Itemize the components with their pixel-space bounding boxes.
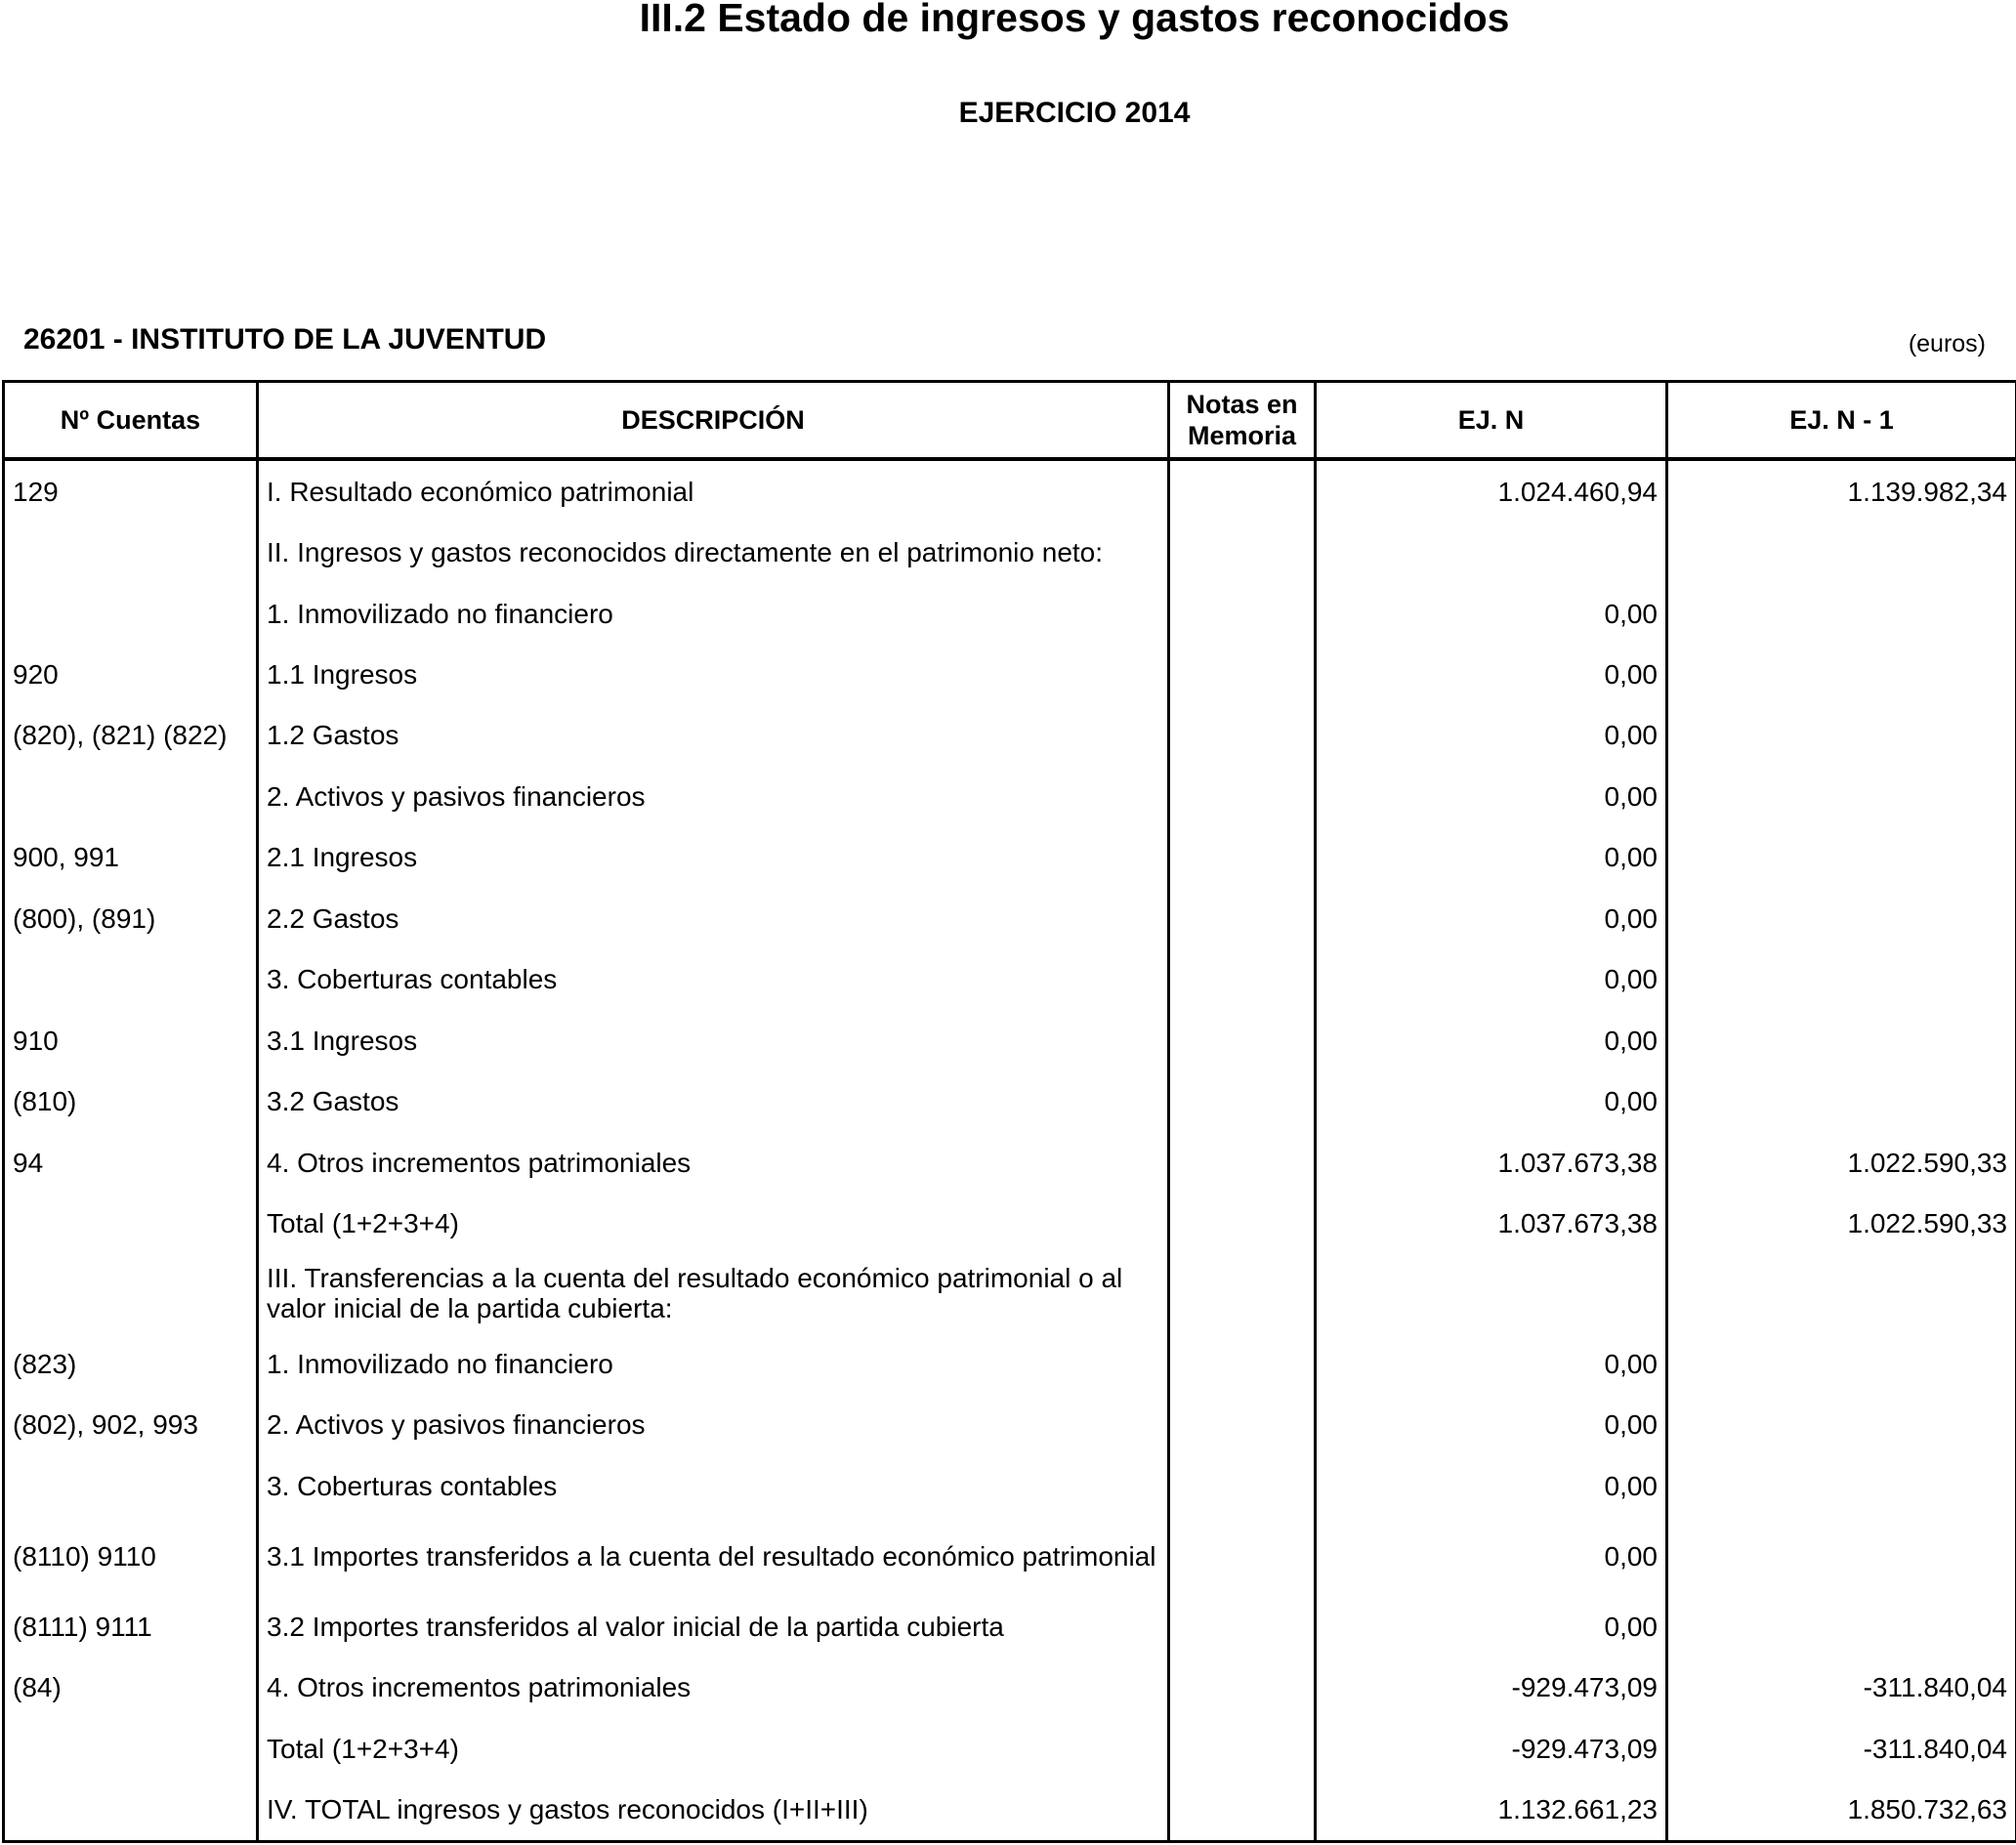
description-cell: 3.2 Importes transferidos al valor inicial de la partida cubierta — [258, 1596, 1169, 1656]
description-cell: 1.1 Ingresos — [258, 644, 1169, 704]
ej-n-cell: 0,00 — [1316, 888, 1667, 948]
cuenta-cell: 910 — [4, 1010, 258, 1070]
table-row — [4, 1070, 2016, 1131]
description-cell: 2. Activos y pasivos financieros — [258, 1395, 1169, 1455]
notas-cell — [1169, 1455, 1316, 1516]
description-cell: 2.1 Ingresos — [258, 827, 1169, 888]
cuenta-cell — [4, 1718, 258, 1779]
notas-cell — [1169, 1010, 1316, 1070]
ej-n1-cell — [1667, 1455, 2016, 1516]
ej-n-cell — [1316, 522, 1667, 582]
description-cell: Total (1+2+3+4) — [258, 1193, 1169, 1253]
table-row — [4, 583, 2016, 644]
cuenta-cell: (8111) 9111 — [4, 1596, 258, 1656]
table-row — [4, 888, 2016, 948]
description-cell: 3.2 Gastos — [258, 1070, 1169, 1131]
description-cell: 3. Coberturas contables — [258, 1455, 1169, 1516]
ej-n1-cell — [1667, 1333, 2016, 1394]
ej-n1-cell: -311.840,04 — [1667, 1657, 2016, 1718]
cuenta-cell — [4, 1779, 258, 1841]
ej-n1-cell — [1667, 949, 2016, 1010]
ej-n-cell: 1.132.661,23 — [1316, 1779, 1667, 1841]
description-cell: 3.1 Importes transferidos a la cuenta del resultado económico patrimonial — [258, 1517, 1169, 1597]
header-ej-n1: EJ. N - 1 — [1667, 382, 2016, 460]
ej-n1-cell: 1.139.982,34 — [1667, 459, 2016, 522]
notas-cell — [1169, 766, 1316, 826]
table-row — [4, 459, 2016, 522]
ej-n1-cell — [1667, 827, 2016, 888]
cuenta-cell: (800), (891) — [4, 888, 258, 948]
table-row — [4, 949, 2016, 1010]
report-title: III.2 Estado de ingresos y gastos reconocidos — [639, 0, 1510, 40]
notas-cell — [1169, 1070, 1316, 1131]
ej-n1-cell: 1.850.732,63 — [1667, 1779, 2016, 1841]
table-row — [4, 827, 2016, 888]
ej-n-cell: 0,00 — [1316, 949, 1667, 1010]
ej-n1-cell — [1667, 766, 2016, 826]
cuenta-cell: (84) — [4, 1657, 258, 1718]
ej-n-cell: -929.473,09 — [1316, 1657, 1667, 1718]
table-header-row — [4, 382, 2016, 460]
ej-n1-cell — [1667, 1254, 2016, 1334]
cuenta-cell: 900, 991 — [4, 827, 258, 888]
cuenta-cell: 129 — [4, 459, 258, 522]
units-label: (euros) — [1908, 330, 1986, 357]
notas-cell — [1169, 827, 1316, 888]
cuenta-cell: (810) — [4, 1070, 258, 1131]
ej-n1-cell — [1667, 705, 2016, 766]
cuenta-cell — [4, 949, 258, 1010]
description-cell: IV. TOTAL ingresos y gastos reconocidos (I+II+III) — [258, 1779, 1169, 1841]
ej-n1-cell: -311.840,04 — [1667, 1718, 2016, 1779]
description-cell: 4. Otros incrementos patrimoniales — [258, 1132, 1169, 1193]
cuenta-cell: (802), 902, 993 — [4, 1395, 258, 1455]
table-row — [4, 1010, 2016, 1070]
description-cell: Total (1+2+3+4) — [258, 1718, 1169, 1779]
notas-cell — [1169, 1596, 1316, 1656]
description-cell: I. Resultado económico patrimonial — [258, 459, 1169, 522]
notas-cell — [1169, 705, 1316, 766]
ej-n-cell: 0,00 — [1316, 1070, 1667, 1131]
ej-n-cell: 0,00 — [1316, 1395, 1667, 1455]
ej-n-cell: 0,00 — [1316, 583, 1667, 644]
ej-n1-cell: 1.022.590,33 — [1667, 1132, 2016, 1193]
ej-n1-cell — [1667, 1010, 2016, 1070]
ej-n-cell — [1316, 1254, 1667, 1334]
ej-n1-cell: 1.022.590,33 — [1667, 1193, 2016, 1253]
notas-cell — [1169, 1333, 1316, 1394]
header-descripcion: DESCRIPCIÓN — [258, 382, 1169, 460]
notas-cell — [1169, 1254, 1316, 1334]
ej-n-cell: 1.024.460,94 — [1316, 459, 1667, 522]
cuenta-cell — [4, 766, 258, 826]
table-row — [4, 1596, 2016, 1656]
ej-n-cell: 1.037.673,38 — [1316, 1132, 1667, 1193]
cuenta-cell — [4, 1455, 258, 1516]
ej-n-cell: 0,00 — [1316, 1517, 1667, 1597]
table-row — [4, 1254, 2016, 1334]
description-cell: 2. Activos y pasivos financieros — [258, 766, 1169, 826]
table-row — [4, 1517, 2016, 1597]
notas-cell — [1169, 1395, 1316, 1455]
table-row — [4, 1193, 2016, 1253]
description-cell: II. Ingresos y gastos reconocidos directamente en el patrimonio neto: — [258, 522, 1169, 582]
notas-cell — [1169, 1517, 1316, 1597]
description-cell: 1. Inmovilizado no financiero — [258, 583, 1169, 644]
notas-cell — [1169, 888, 1316, 948]
header-notas: Notas en Memoria — [1169, 382, 1316, 460]
cuenta-cell: (8110) 9110 — [4, 1517, 258, 1597]
cuenta-cell: (823) — [4, 1333, 258, 1394]
header-ej-n: EJ. N — [1316, 382, 1667, 460]
ej-n-cell: -929.473,09 — [1316, 1718, 1667, 1779]
ej-n-cell: 0,00 — [1316, 644, 1667, 704]
notas-cell — [1169, 522, 1316, 582]
table-row — [4, 1455, 2016, 1516]
ej-n1-cell — [1667, 522, 2016, 582]
cuenta-cell: (820), (821) (822) — [4, 705, 258, 766]
table-body — [4, 459, 2016, 1842]
ej-n-cell: 0,00 — [1316, 1333, 1667, 1394]
ej-n-cell: 0,00 — [1316, 705, 1667, 766]
table-row — [4, 1333, 2016, 1394]
description-cell: 2.2 Gastos — [258, 888, 1169, 948]
description-cell: 1. Inmovilizado no financiero — [258, 1333, 1169, 1394]
ej-n1-cell — [1667, 1070, 2016, 1131]
cuenta-cell — [4, 1254, 258, 1334]
ej-n-cell: 0,00 — [1316, 1010, 1667, 1070]
statement-table — [2, 380, 2016, 1843]
table-row — [4, 1132, 2016, 1193]
ej-n1-cell — [1667, 1596, 2016, 1656]
notas-cell — [1169, 1193, 1316, 1253]
notas-cell — [1169, 949, 1316, 1010]
header-cuentas: Nº Cuentas — [4, 382, 258, 460]
ej-n-cell: 1.037.673,38 — [1316, 1193, 1667, 1253]
cuenta-cell — [4, 583, 258, 644]
ej-n1-cell — [1667, 888, 2016, 948]
notas-cell — [1169, 1657, 1316, 1718]
table-row — [4, 1657, 2016, 1718]
cuenta-cell: 920 — [4, 644, 258, 704]
notas-cell — [1169, 1718, 1316, 1779]
ej-n-cell: 0,00 — [1316, 766, 1667, 826]
notas-cell — [1169, 644, 1316, 704]
cuenta-cell — [4, 1193, 258, 1253]
table-row — [4, 1395, 2016, 1455]
description-cell: 1.2 Gastos — [258, 705, 1169, 766]
ej-n1-cell — [1667, 1395, 2016, 1455]
ej-n1-cell — [1667, 1517, 2016, 1597]
ej-n-cell: 0,00 — [1316, 1455, 1667, 1516]
ej-n-cell: 0,00 — [1316, 1596, 1667, 1656]
table-row — [4, 1718, 2016, 1779]
notas-cell — [1169, 1779, 1316, 1841]
entity-name: 26201 - INSTITUTO DE LA JUVENTUD — [23, 323, 547, 356]
table-row — [4, 522, 2016, 582]
table-row — [4, 644, 2016, 704]
ej-n-cell: 0,00 — [1316, 827, 1667, 888]
fiscal-year-subtitle: EJERCICIO 2014 — [958, 97, 1191, 129]
cuenta-cell — [4, 522, 258, 582]
table-row — [4, 766, 2016, 826]
notas-cell — [1169, 583, 1316, 644]
description-cell: III. Transferencias a la cuenta del resultado económico patrimonial o al valor inicial de la partida cubierta: — [258, 1254, 1169, 1334]
notas-cell — [1169, 459, 1316, 522]
table-row — [4, 1779, 2016, 1841]
ej-n1-cell — [1667, 644, 2016, 704]
description-cell: 4. Otros incrementos patrimoniales — [258, 1657, 1169, 1718]
cuenta-cell: 94 — [4, 1132, 258, 1193]
notas-cell — [1169, 1132, 1316, 1193]
description-cell: 3.1 Ingresos — [258, 1010, 1169, 1070]
ej-n1-cell — [1667, 583, 2016, 644]
table-row — [4, 705, 2016, 766]
description-cell: 3. Coberturas contables — [258, 949, 1169, 1010]
